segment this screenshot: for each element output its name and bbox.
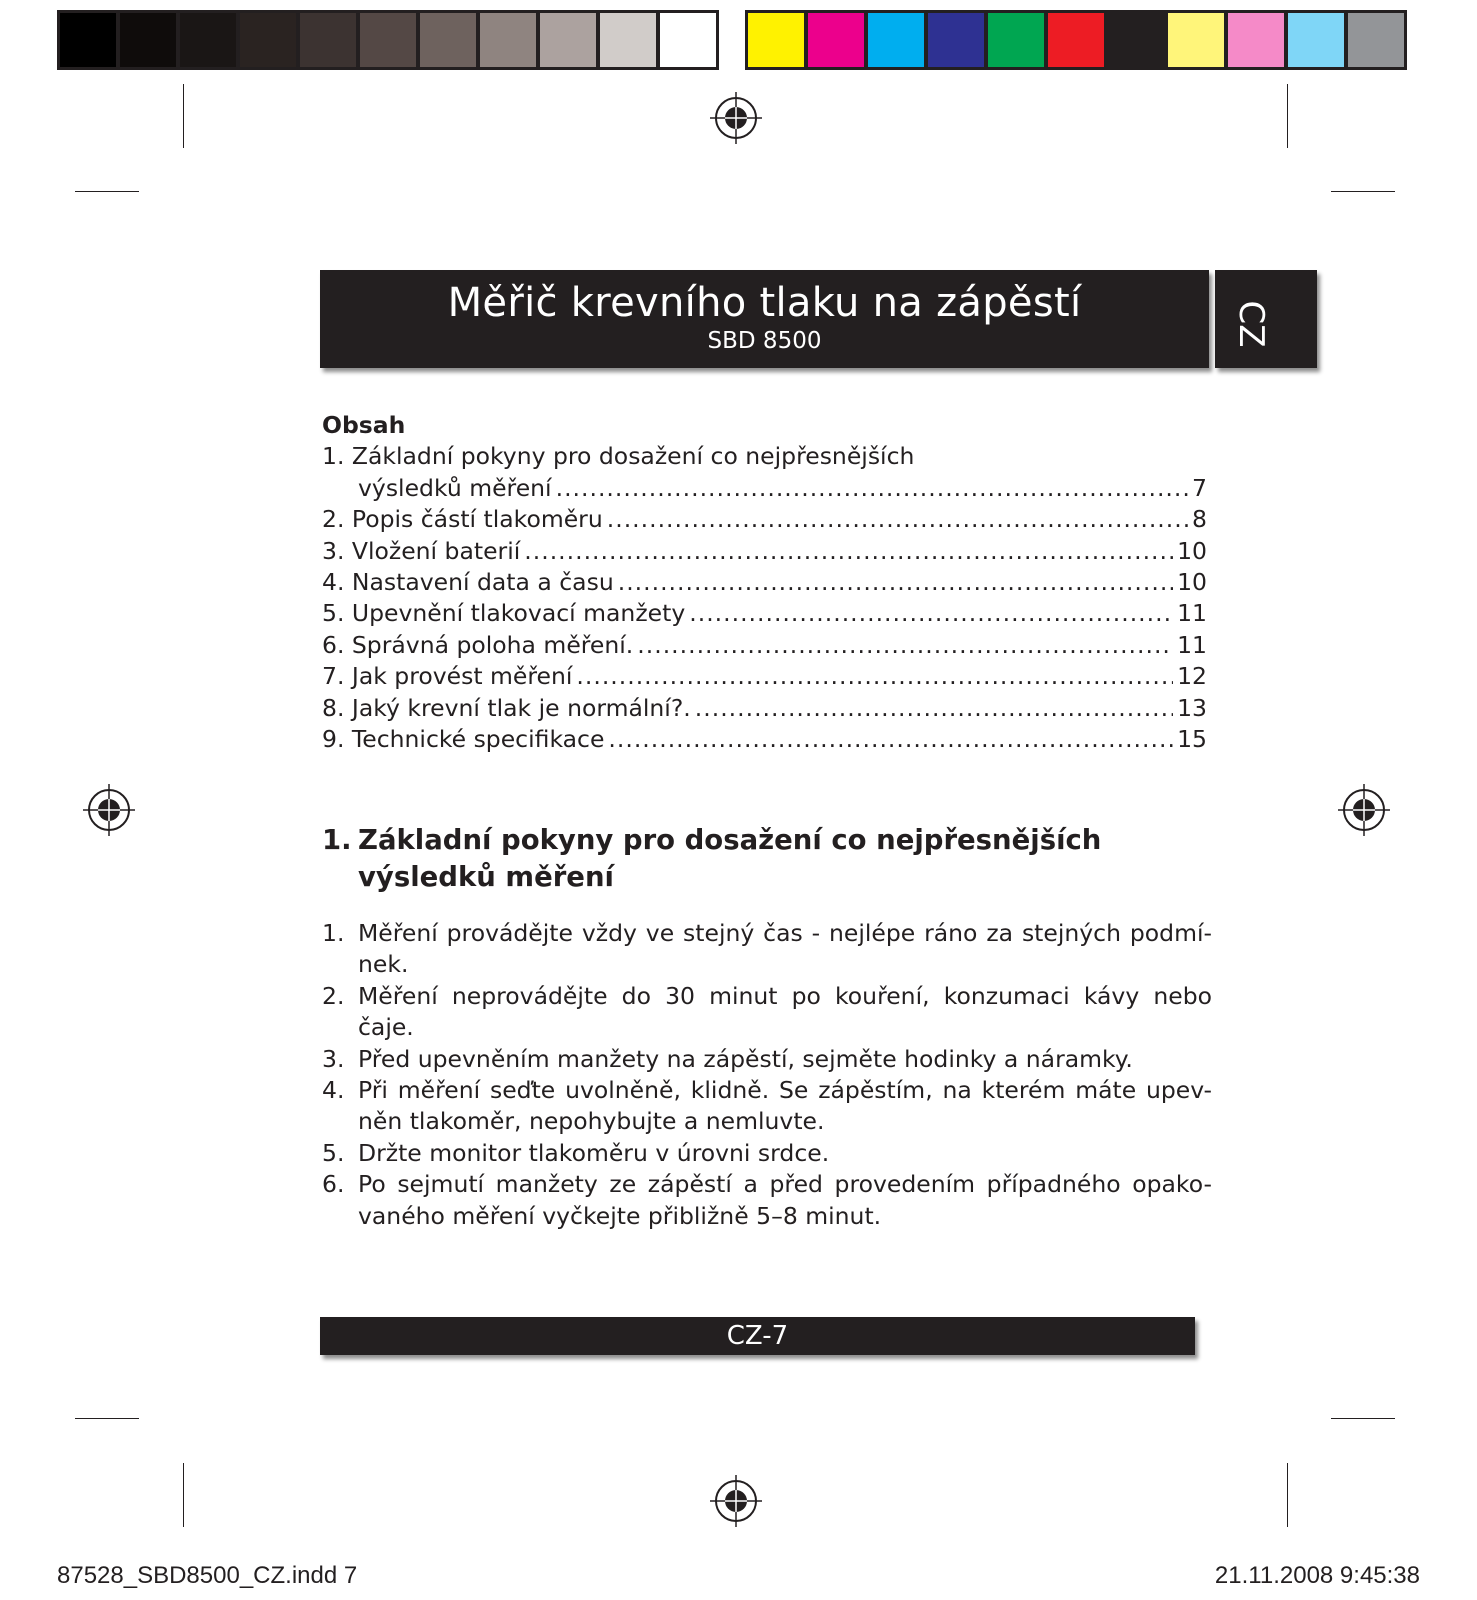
- language-code: CZ: [1231, 300, 1271, 348]
- registration-mark-icon: [83, 784, 135, 836]
- grayscale-color-bar: [57, 10, 719, 70]
- color-swatch: [180, 13, 236, 67]
- color-swatch: [480, 13, 536, 67]
- toc-page-number: 12: [1177, 662, 1207, 691]
- list-item: [322, 1169, 1212, 1232]
- color-swatch: [120, 13, 176, 67]
- crop-mark-right-lower: [1331, 1418, 1395, 1419]
- toc-leader: [637, 630, 1173, 661]
- list-item-text: Před upevněním manžety na zápěstí, sejměte hodinky a náramky.: [358, 1044, 1133, 1073]
- list-item-number: 4.: [322, 1076, 345, 1105]
- toc-leader: [689, 598, 1173, 629]
- list-item-text: Měření neprovádějte do 30 minut po kouření, konzumaci kávy nebo čaje.: [358, 981, 1212, 1042]
- registration-mark-icon: [710, 92, 762, 144]
- toc-page-number: 7: [1192, 473, 1207, 502]
- page-number: CZ-7: [726, 1321, 789, 1351]
- color-swatch: [928, 13, 984, 67]
- toc-page-number: 10: [1177, 536, 1207, 565]
- language-tab: [1215, 270, 1317, 368]
- color-swatch: [420, 13, 476, 67]
- toc-entry-label: 8. Jaký krevní tlak je normální?.: [322, 693, 691, 722]
- toc-entry: [322, 724, 1207, 755]
- toc-entry-label: 9. Technické specifikace: [322, 725, 605, 754]
- instruction-list: [322, 918, 1212, 1232]
- list-item-number: 2.: [322, 981, 345, 1010]
- color-swatch: [660, 13, 716, 67]
- list-item: [322, 918, 1212, 981]
- crop-mark-left-upper: [75, 191, 139, 192]
- color-swatch: [540, 13, 596, 67]
- toc-entry: [322, 567, 1207, 598]
- list-item: [322, 1075, 1212, 1138]
- toc-title: Obsah: [322, 411, 406, 439]
- table-of-contents: [322, 410, 1207, 755]
- toc-page-number: 15: [1177, 725, 1207, 754]
- crop-mark-left-lower: [75, 1418, 139, 1419]
- registration-mark-icon: [1338, 784, 1390, 836]
- toc-entry: [322, 693, 1207, 724]
- list-item-number: 3.: [322, 1044, 345, 1073]
- toc-entry-label: 1. Základní pokyny pro dosažení co nejpřesnějších: [322, 442, 915, 471]
- list-item-number: 5.: [322, 1138, 345, 1167]
- process-color-bar: [745, 10, 1407, 70]
- toc-leader: [524, 536, 1173, 567]
- list-item: [322, 1138, 1212, 1169]
- slug-datetime: 21.11.2008 9:45:38: [1214, 1562, 1420, 1589]
- page-title: Měřič krevního tlaku na zápěstí: [447, 280, 1082, 326]
- section-number: 1.: [322, 824, 352, 856]
- toc-page-number: 8: [1192, 505, 1207, 534]
- toc-leader: [608, 724, 1173, 755]
- color-swatch: [600, 13, 656, 67]
- list-item-text: Měření provádějte vždy ve stejný čas - nejlépe ráno za stejných podmí-nek.: [358, 919, 1212, 979]
- toc-entry: [322, 630, 1207, 661]
- model-number: SBD 8500: [707, 328, 822, 354]
- list-item-number: 1.: [322, 919, 345, 947]
- toc-entry-label: 4. Nastavení data a času: [322, 568, 614, 597]
- list-item: [322, 1044, 1212, 1075]
- color-swatch: [360, 13, 416, 67]
- color-swatch: [868, 13, 924, 67]
- page-number-bar: [320, 1317, 1195, 1355]
- color-swatch: [808, 13, 864, 67]
- toc-page-number: 11: [1177, 630, 1207, 659]
- toc-entry: [322, 598, 1207, 629]
- toc-page-number: 10: [1177, 568, 1207, 597]
- toc-entry-label: 2. Popis částí tlakoměru: [322, 505, 603, 534]
- crop-mark-bottom-right: [1287, 1463, 1288, 1527]
- toc-entry-label: 7. Jak provést měření: [322, 662, 573, 691]
- crop-mark-right-upper: [1331, 191, 1395, 192]
- color-swatch: [1048, 13, 1104, 67]
- crop-mark-top-left: [183, 84, 184, 148]
- toc-entry-label: 6. Správná poloha měření.: [322, 630, 634, 659]
- color-swatch: [748, 13, 804, 67]
- toc-page-number: 13: [1177, 693, 1207, 722]
- section-title: Základní pokyny pro dosažení co nejpřesnějších výsledků měření: [358, 824, 1102, 893]
- toc-leader: [695, 693, 1173, 724]
- toc-leader: [607, 504, 1188, 535]
- color-swatch: [1108, 13, 1164, 67]
- title-banner: [320, 270, 1209, 368]
- color-swatch: [60, 13, 116, 67]
- crop-mark-top-right: [1287, 84, 1288, 148]
- list-item-text: Při měření seďte uvolněně, klidně. Se zápěstím, na kterém máte upev-něn tlakoměr, nepohybujte a nemluvte.: [358, 1076, 1212, 1136]
- toc-entry: [322, 504, 1207, 535]
- toc-entry-label-continued: výsledků měření: [358, 473, 552, 502]
- toc-entry-label: 3. Vložení baterií: [322, 536, 521, 565]
- list-item: [322, 981, 1212, 1044]
- toc-entry: [322, 536, 1207, 567]
- toc-leader: [576, 661, 1173, 692]
- toc-leader: [556, 473, 1188, 504]
- slug-filename: 87528_SBD8500_CZ.indd 7: [57, 1562, 358, 1589]
- crop-mark-bottom-left: [183, 1463, 184, 1527]
- toc-page-number: 11: [1177, 599, 1207, 628]
- toc-entry: [322, 661, 1207, 692]
- registration-mark-icon: [710, 1475, 762, 1527]
- toc-entry: [322, 441, 1207, 504]
- section-heading: [322, 822, 1202, 896]
- color-swatch: [988, 13, 1044, 67]
- color-swatch: [1348, 13, 1404, 67]
- color-swatch: [1228, 13, 1284, 67]
- list-item-number: 6.: [322, 1170, 345, 1199]
- color-swatch: [300, 13, 356, 67]
- toc-leader: [618, 567, 1173, 598]
- list-item-text: Po sejmutí manžety ze zápěstí a před provedením případného opako-vaného měření vyčkejte přibližně 5–8 minut.: [358, 1170, 1212, 1230]
- toc-entry-label: 5. Upevnění tlakovací manžety: [322, 599, 686, 628]
- color-swatch: [1288, 13, 1344, 67]
- list-item-text: Držte monitor tlakoměru v úrovni srdce.: [358, 1138, 830, 1167]
- color-swatch: [1168, 13, 1224, 67]
- color-swatch: [240, 13, 296, 67]
